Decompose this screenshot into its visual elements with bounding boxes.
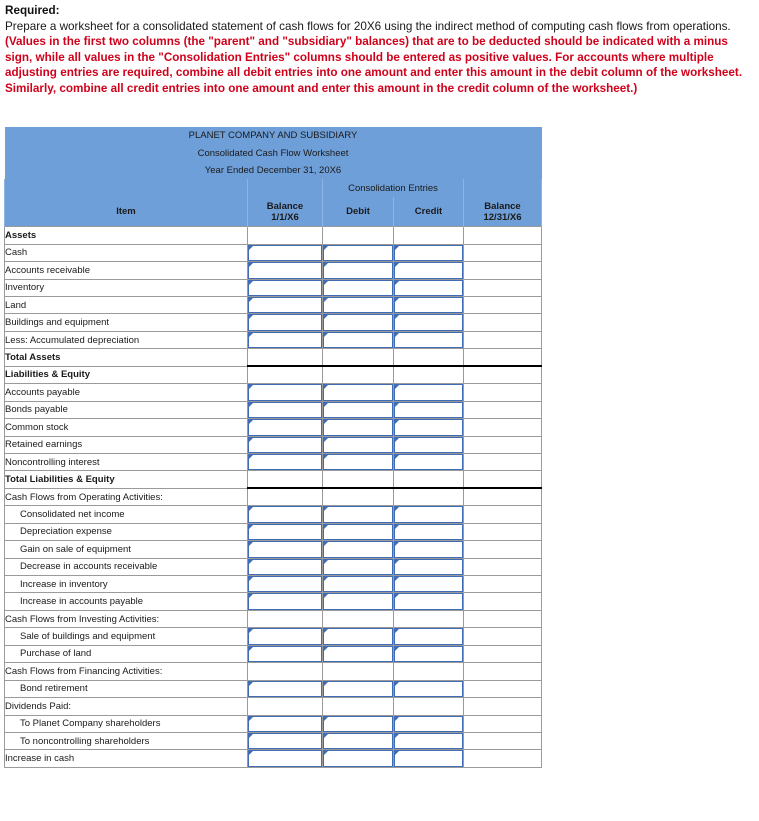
balance-start-input-cell	[248, 279, 323, 296]
worksheet-row	[5, 262, 542, 279]
credit-column-header: Credit	[394, 197, 464, 227]
debit-input[interactable]	[323, 262, 393, 278]
credit-cell	[394, 663, 464, 680]
balance-end-cell	[464, 262, 542, 279]
instructions-note: (Values in the first two columns (the "parent" and "subsidiary" balances) that are to be deducted should be indicated with a minus sign, while all values in the "Consolidation Entries" columns should be entered as positive values. For accounts where multiple adjusting entries are required, combine all debit entries into one amount and enter this amount in the debit column of the worksheet. Similarly, combine all credit entries into one amount and enter this amount in the credit column of the worksheet.)	[5, 35, 743, 95]
balance-start-cell	[248, 663, 323, 680]
debit-input-cell	[323, 732, 394, 749]
worksheet-row	[5, 436, 542, 453]
debit-cell	[323, 227, 394, 244]
row-label: Less: Accumulated depreciation	[5, 331, 248, 348]
row-label: Decrease in accounts receivable	[5, 558, 248, 575]
credit-cell	[394, 366, 464, 383]
balance-start-input[interactable]	[248, 593, 322, 609]
balance-end-cell	[464, 244, 542, 261]
worksheet-row	[5, 645, 542, 662]
debit-input[interactable]	[323, 733, 393, 749]
balance-start-input[interactable]	[248, 262, 322, 278]
worksheet-title: PLANET COMPANY AND SUBSIDIARY	[5, 127, 542, 144]
row-label: Purchase of land	[5, 645, 248, 662]
debit-input[interactable]	[323, 332, 393, 348]
credit-input-cell	[394, 314, 464, 331]
balance-start-input[interactable]	[248, 524, 322, 540]
row-label: Buildings and equipment	[5, 314, 248, 331]
debit-input[interactable]	[323, 384, 393, 400]
debit-input-cell	[323, 750, 394, 767]
balance-end-cell	[464, 453, 542, 470]
debit-input-cell	[323, 297, 394, 314]
worksheet-row	[5, 488, 542, 505]
debit-input-cell	[323, 523, 394, 540]
credit-cell	[394, 610, 464, 627]
row-label: Assets	[5, 227, 248, 244]
balance-end-label: Balance	[484, 200, 521, 212]
debit-cell	[323, 610, 394, 627]
required-label: Required:	[5, 4, 60, 17]
balance-end-cell	[464, 471, 542, 488]
credit-input-cell	[394, 297, 464, 314]
balance-start-input[interactable]	[248, 437, 322, 453]
credit-input-cell	[394, 453, 464, 470]
row-label: Total Assets	[5, 349, 248, 366]
debit-input[interactable]	[323, 437, 393, 453]
row-label: To noncontrolling shareholders	[5, 732, 248, 749]
balance-start-input[interactable]	[248, 332, 322, 348]
credit-input[interactable]	[394, 314, 463, 330]
balance-start-input[interactable]	[248, 646, 322, 662]
worksheet-row	[5, 297, 542, 314]
debit-input-cell	[323, 331, 394, 348]
debit-input[interactable]	[323, 559, 393, 575]
balance-start-input[interactable]	[248, 506, 322, 522]
balance-end-cell	[464, 331, 542, 348]
worksheet-row	[5, 610, 542, 627]
debit-input[interactable]	[323, 506, 393, 522]
debit-input[interactable]	[323, 646, 393, 662]
worksheet-row	[5, 628, 542, 645]
debit-input[interactable]	[323, 681, 393, 697]
credit-input-cell	[394, 628, 464, 645]
debit-input-cell	[323, 436, 394, 453]
balance-end-cell	[464, 750, 542, 767]
credit-input-cell	[394, 593, 464, 610]
balance-end-cell	[464, 523, 542, 540]
balance-start-input-cell	[248, 244, 323, 261]
debit-input[interactable]	[323, 402, 393, 418]
debit-input-cell	[323, 715, 394, 732]
debit-column-header: Debit	[323, 197, 394, 227]
balance-end-cell	[464, 297, 542, 314]
credit-cell	[394, 471, 464, 488]
credit-input-cell	[394, 541, 464, 558]
row-label: To Planet Company shareholders	[5, 715, 248, 732]
worksheet-row	[5, 244, 542, 261]
credit-input[interactable]	[394, 384, 463, 400]
debit-input[interactable]	[323, 541, 393, 557]
credit-input[interactable]	[394, 681, 463, 697]
row-label: Increase in accounts payable	[5, 593, 248, 610]
balance-start-input[interactable]	[248, 559, 322, 575]
credit-input[interactable]	[394, 559, 463, 575]
credit-input-cell	[394, 506, 464, 523]
row-label: Bond retirement	[5, 680, 248, 697]
worksheet-row	[5, 715, 542, 732]
debit-cell	[323, 471, 394, 488]
credit-input[interactable]	[394, 593, 463, 609]
credit-input[interactable]	[394, 245, 463, 261]
balance-end-date: 12/31/X6	[483, 211, 522, 223]
credit-input[interactable]	[394, 280, 463, 296]
credit-input-cell	[394, 436, 464, 453]
balance-start-input[interactable]	[248, 314, 322, 330]
credit-input-cell	[394, 244, 464, 261]
balance-start-cell	[248, 610, 323, 627]
row-label: Noncontrolling interest	[5, 453, 248, 470]
credit-input[interactable]	[394, 506, 463, 522]
debit-input[interactable]	[323, 454, 393, 470]
worksheet-row	[5, 366, 542, 383]
balance-start-input[interactable]	[248, 297, 322, 313]
worksheet-row	[5, 227, 542, 244]
worksheet-row	[5, 541, 542, 558]
worksheet-row	[5, 453, 542, 470]
worksheet-row	[5, 523, 542, 540]
row-label: Increase in inventory	[5, 576, 248, 593]
balance-end-cell	[464, 401, 542, 418]
debit-cell	[323, 488, 394, 505]
balance-end-cell	[464, 558, 542, 575]
consolidation-entries-header: Consolidation Entries	[323, 179, 464, 196]
debit-cell	[323, 698, 394, 715]
balance-start-cell	[248, 349, 323, 366]
debit-input-cell	[323, 680, 394, 697]
balance-start-input[interactable]	[248, 628, 322, 644]
debit-input-cell	[323, 401, 394, 418]
row-label: Total Liabilities & Equity	[5, 471, 248, 488]
debit-input[interactable]	[323, 628, 393, 644]
debit-cell	[323, 349, 394, 366]
debit-input[interactable]	[323, 576, 393, 592]
debit-input-cell	[323, 453, 394, 470]
credit-input[interactable]	[394, 750, 463, 766]
credit-input-cell	[394, 262, 464, 279]
balance-start-input-cell	[248, 715, 323, 732]
balance-start-input-cell	[248, 262, 323, 279]
balance-start-input-cell	[248, 628, 323, 645]
instructions-text: Prepare a worksheet for a consolidated statement of cash flows for 20X6 using the indirect method of computing cash flows from operations.	[5, 19, 731, 33]
debit-input-cell	[323, 384, 394, 401]
balance-start-input-cell	[248, 732, 323, 749]
credit-input[interactable]	[394, 454, 463, 470]
row-label: Land	[5, 297, 248, 314]
debit-input[interactable]	[323, 314, 393, 330]
balance-end-cell	[464, 732, 542, 749]
worksheet-period: Year Ended December 31, 20X6	[5, 162, 542, 179]
balance-end-cell	[464, 663, 542, 680]
debit-cell	[323, 663, 394, 680]
balance-end-cell	[464, 227, 542, 244]
credit-input[interactable]	[394, 437, 463, 453]
item-column-header: Item	[5, 197, 248, 227]
worksheet-row	[5, 663, 542, 680]
balance-start-input[interactable]	[248, 576, 322, 592]
balance-start-date: 1/1/X6	[271, 211, 299, 223]
debit-input[interactable]	[323, 245, 393, 261]
balance-start-input[interactable]	[248, 384, 322, 400]
worksheet-row	[5, 750, 542, 767]
credit-input-cell	[394, 384, 464, 401]
worksheet-row	[5, 279, 542, 296]
balance-end-cell	[464, 419, 542, 436]
worksheet-row	[5, 576, 542, 593]
balance-end-cell	[464, 715, 542, 732]
credit-cell	[394, 349, 464, 366]
balance-end-cell	[464, 610, 542, 627]
balance-end-cell	[464, 314, 542, 331]
balance-start-input[interactable]	[248, 280, 322, 296]
row-label: Bonds payable	[5, 401, 248, 418]
debit-input-cell	[323, 279, 394, 296]
credit-input-cell	[394, 680, 464, 697]
balance-end-column-header	[464, 197, 542, 227]
balance-start-input-cell	[248, 541, 323, 558]
balance-start-input-cell	[248, 419, 323, 436]
debit-input[interactable]	[323, 419, 393, 435]
row-label: Retained earnings	[5, 436, 248, 453]
worksheet-row	[5, 680, 542, 697]
row-label: Increase in cash	[5, 750, 248, 767]
balance-start-input-cell	[248, 453, 323, 470]
instructions	[5, 3, 753, 97]
row-label: Accounts payable	[5, 384, 248, 401]
balance-start-cell	[248, 366, 323, 383]
row-label: Gain on sale of equipment	[5, 541, 248, 558]
worksheet-row	[5, 558, 542, 575]
balance-start-input-cell	[248, 314, 323, 331]
debit-input[interactable]	[323, 593, 393, 609]
credit-input-cell	[394, 645, 464, 662]
balance-start-label: Balance	[266, 200, 304, 212]
balance-end-cell	[464, 698, 542, 715]
credit-cell	[394, 227, 464, 244]
row-label: Inventory	[5, 279, 248, 296]
credit-input[interactable]	[394, 419, 463, 435]
worksheet-row	[5, 593, 542, 610]
debit-input-cell	[323, 244, 394, 261]
worksheet-table	[4, 127, 542, 768]
credit-input[interactable]	[394, 716, 463, 732]
debit-input-cell	[323, 593, 394, 610]
balance-end-cell	[464, 349, 542, 366]
balance-start-cell	[248, 471, 323, 488]
debit-input[interactable]	[323, 716, 393, 732]
row-label: Cash Flows from Investing Activities:	[5, 610, 248, 627]
balance-end-cell	[464, 366, 542, 383]
row-label: Cash Flows from Operating Activities:	[5, 488, 248, 505]
credit-input-cell	[394, 401, 464, 418]
credit-input-cell	[394, 558, 464, 575]
balance-end-cell	[464, 506, 542, 523]
balance-start-input[interactable]	[248, 681, 322, 697]
balance-start-input-cell	[248, 331, 323, 348]
debit-input[interactable]	[323, 280, 393, 296]
balance-start-input[interactable]	[248, 245, 322, 261]
credit-cell	[394, 488, 464, 505]
worksheet-row	[5, 506, 542, 523]
row-label: Cash Flows from Financing Activities:	[5, 663, 248, 680]
debit-cell	[323, 366, 394, 383]
credit-input[interactable]	[394, 576, 463, 592]
debit-input-cell	[323, 576, 394, 593]
credit-input-cell	[394, 715, 464, 732]
balance-start-input[interactable]	[248, 750, 322, 766]
credit-input[interactable]	[394, 628, 463, 644]
debit-input-cell	[323, 645, 394, 662]
debit-input-cell	[323, 314, 394, 331]
balance-start-input[interactable]	[248, 716, 322, 732]
balance-start-input-cell	[248, 506, 323, 523]
balance-start-input[interactable]	[248, 541, 322, 557]
credit-input-cell	[394, 419, 464, 436]
balance-start-input-cell	[248, 384, 323, 401]
credit-input-cell	[394, 732, 464, 749]
credit-input[interactable]	[394, 524, 463, 540]
balance-start-cell	[248, 698, 323, 715]
balance-start-cell	[248, 488, 323, 505]
balance-end-cell	[464, 645, 542, 662]
credit-input[interactable]	[394, 262, 463, 278]
credit-input-cell	[394, 331, 464, 348]
worksheet-row	[5, 384, 542, 401]
row-label: Sale of buildings and equipment	[5, 628, 248, 645]
balance-start-input-cell	[248, 576, 323, 593]
balance-start-column-header	[248, 197, 323, 227]
balance-start-input-cell	[248, 750, 323, 767]
worksheet-row	[5, 349, 542, 366]
balance-start-input-cell	[248, 297, 323, 314]
credit-input[interactable]	[394, 733, 463, 749]
balance-end-cell	[464, 628, 542, 645]
balance-end-cell	[464, 680, 542, 697]
worksheet-row	[5, 419, 542, 436]
row-label: Dividends Paid:	[5, 698, 248, 715]
row-label: Liabilities & Equity	[5, 366, 248, 383]
debit-input-cell	[323, 558, 394, 575]
credit-input[interactable]	[394, 402, 463, 418]
balance-start-input-cell	[248, 436, 323, 453]
balance-end-cell	[464, 279, 542, 296]
credit-input-cell	[394, 279, 464, 296]
credit-input-cell	[394, 523, 464, 540]
row-label: Depreciation expense	[5, 523, 248, 540]
credit-input-cell	[394, 576, 464, 593]
credit-input[interactable]	[394, 646, 463, 662]
credit-input[interactable]	[394, 332, 463, 348]
balance-start-input-cell	[248, 680, 323, 697]
balance-start-input[interactable]	[248, 454, 322, 470]
balance-start-cell	[248, 227, 323, 244]
debit-input-cell	[323, 628, 394, 645]
worksheet-row	[5, 331, 542, 348]
worksheet-row	[5, 314, 542, 331]
balance-start-input[interactable]	[248, 419, 322, 435]
worksheet-row	[5, 698, 542, 715]
balance-end-cell	[464, 488, 542, 505]
credit-cell	[394, 698, 464, 715]
balance-end-cell	[464, 436, 542, 453]
balance-end-cell	[464, 576, 542, 593]
balance-start-input-cell	[248, 645, 323, 662]
debit-input-cell	[323, 541, 394, 558]
worksheet-row	[5, 401, 542, 418]
worksheet-subtitle: Consolidated Cash Flow Worksheet	[5, 144, 542, 161]
row-label: Common stock	[5, 419, 248, 436]
balance-start-input[interactable]	[248, 733, 322, 749]
worksheet	[4, 127, 541, 768]
credit-input-cell	[394, 750, 464, 767]
worksheet-row	[5, 471, 542, 488]
credit-input[interactable]	[394, 541, 463, 557]
balance-start-input-cell	[248, 558, 323, 575]
debit-input[interactable]	[323, 524, 393, 540]
debit-input-cell	[323, 262, 394, 279]
balance-start-input-cell	[248, 593, 323, 610]
balance-start-input[interactable]	[248, 402, 322, 418]
credit-input[interactable]	[394, 297, 463, 313]
debit-input-cell	[323, 506, 394, 523]
row-label: Cash	[5, 244, 248, 261]
debit-input-cell	[323, 419, 394, 436]
row-label: Accounts receivable	[5, 262, 248, 279]
balance-start-input-cell	[248, 401, 323, 418]
balance-end-cell	[464, 384, 542, 401]
worksheet-row	[5, 732, 542, 749]
balance-end-cell	[464, 593, 542, 610]
balance-end-cell	[464, 541, 542, 558]
debit-input[interactable]	[323, 750, 393, 766]
debit-input[interactable]	[323, 297, 393, 313]
row-label: Consolidated net income	[5, 506, 248, 523]
balance-start-input-cell	[248, 523, 323, 540]
